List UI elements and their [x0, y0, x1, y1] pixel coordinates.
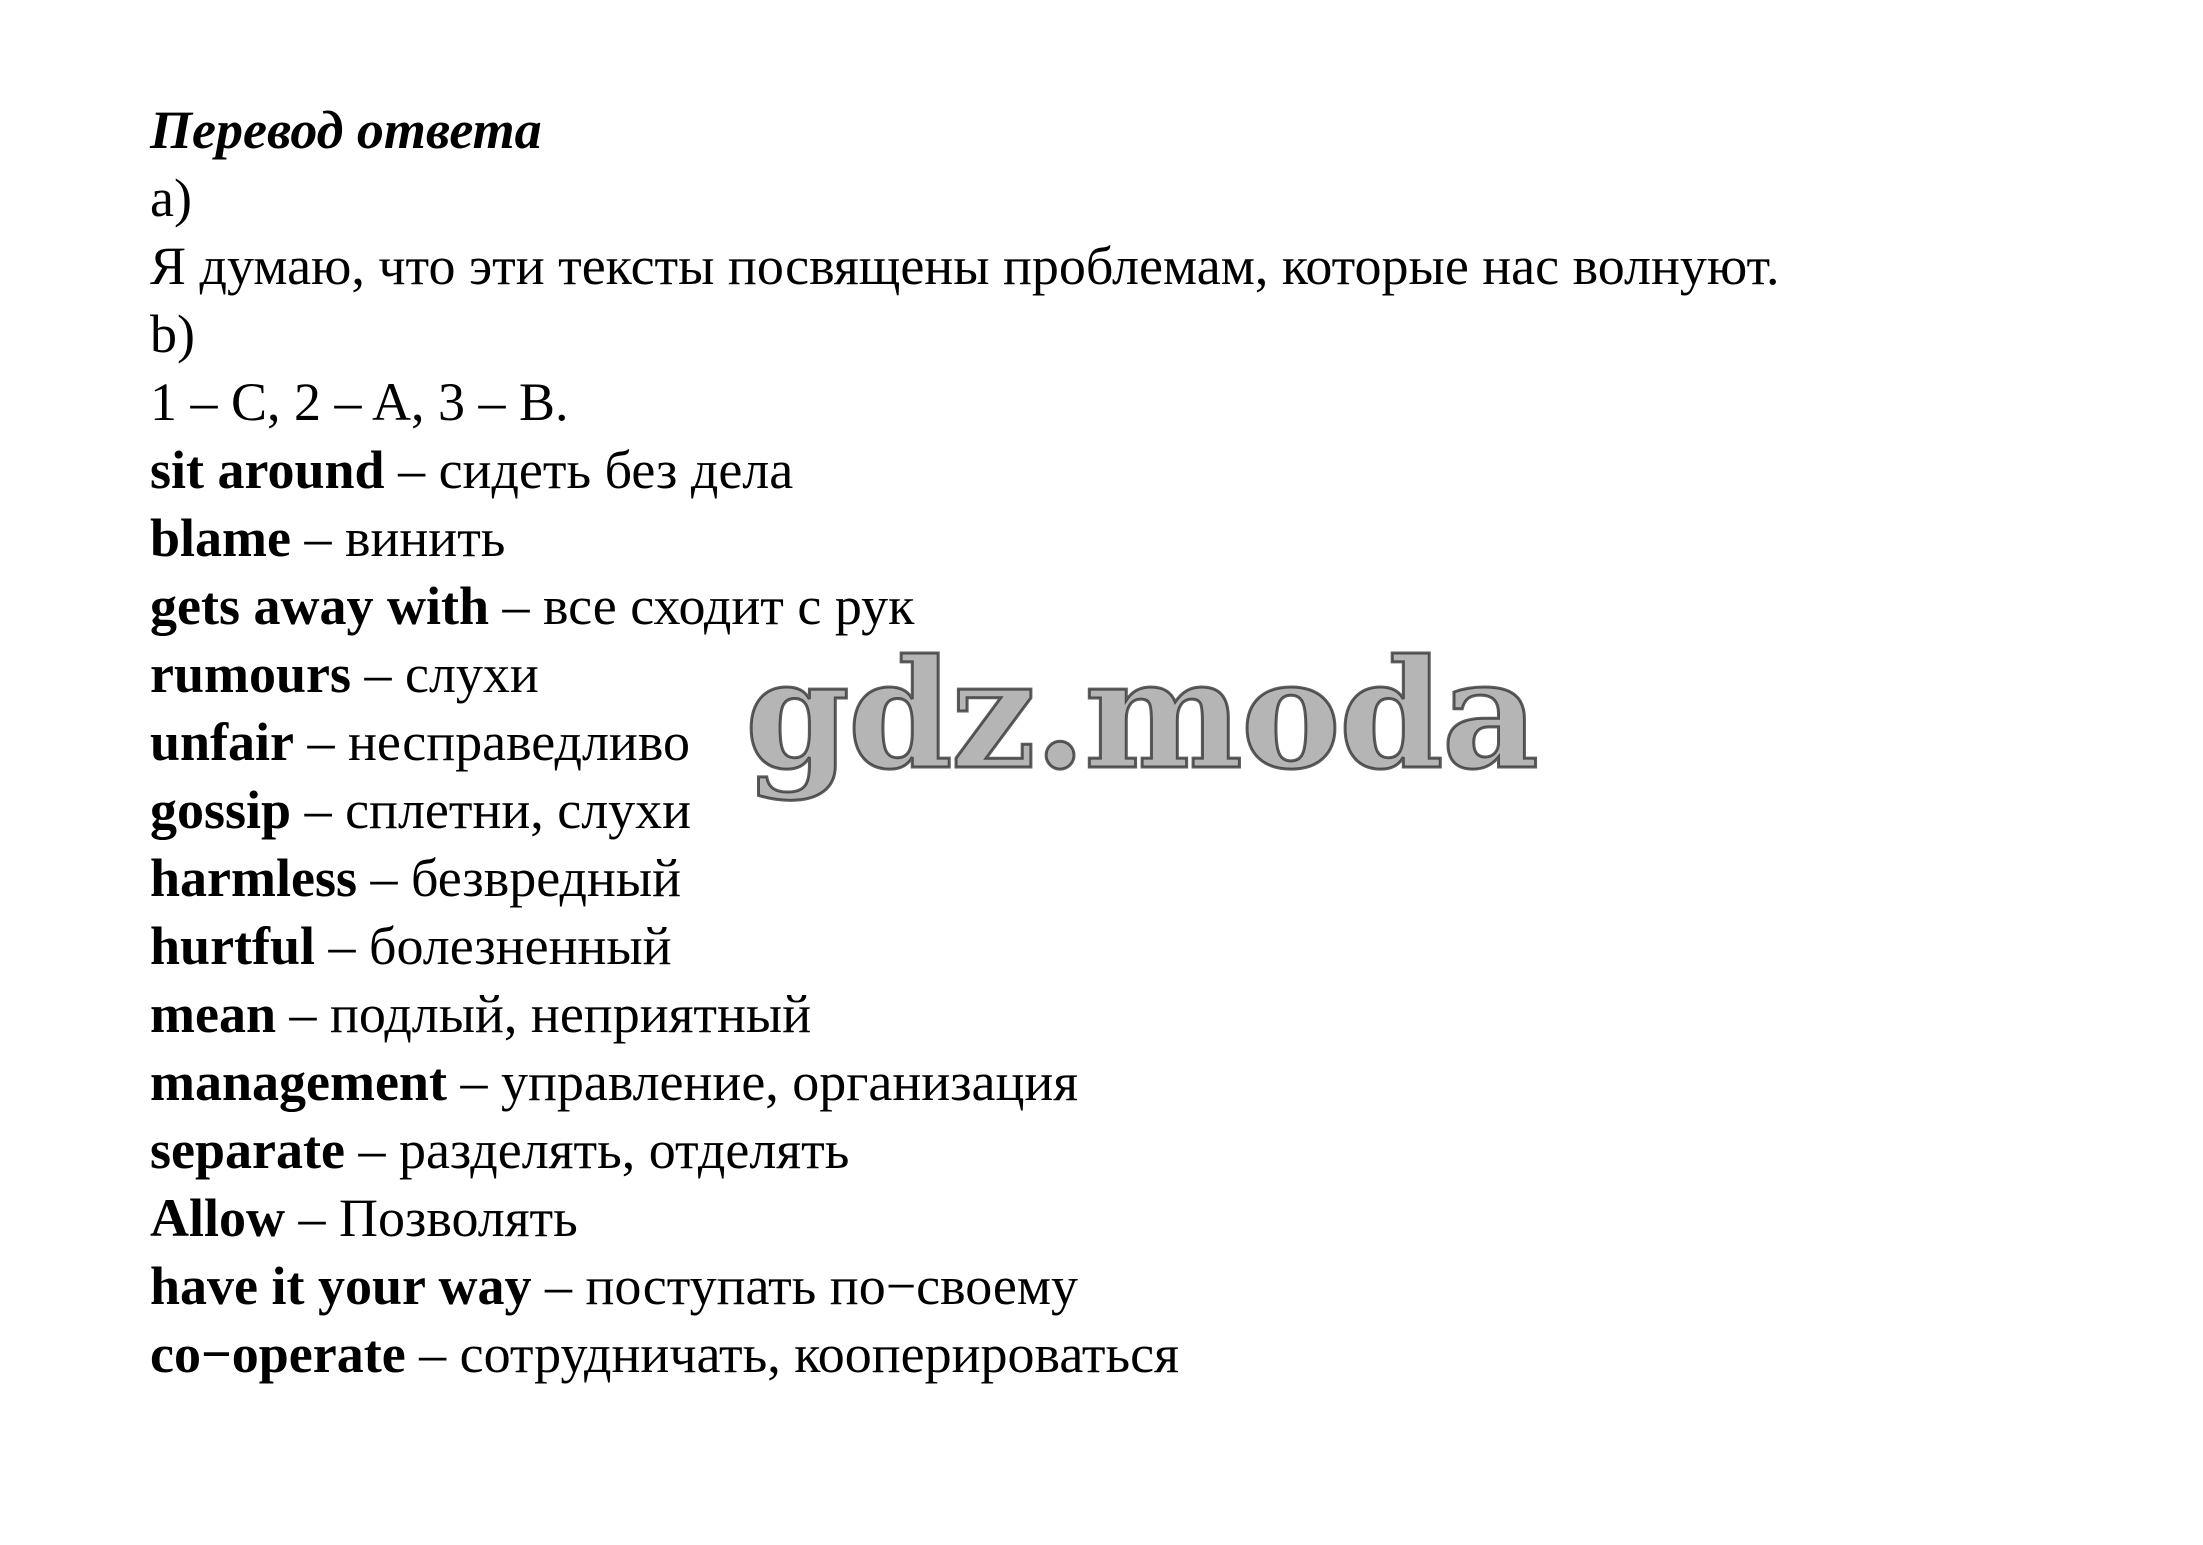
vocab-term: mean	[150, 984, 276, 1044]
vocab-translation: – винить	[291, 508, 506, 568]
watermark-logo: gdz.moda	[745, 627, 1538, 803]
part-b-label: b)	[150, 304, 195, 364]
vocab-term: rumours	[150, 644, 351, 704]
vocab-term: blame	[150, 508, 291, 568]
vocab-row	[150, 844, 2100, 912]
vocab-translation: – болезненный	[315, 916, 672, 976]
vocab-term: management	[150, 1052, 447, 1112]
vocab-translation: – сплетни, слухи	[291, 780, 692, 840]
vocab-row	[150, 1184, 2100, 1252]
vocab-term: gets away with	[150, 576, 489, 636]
vocab-row	[150, 912, 2100, 980]
vocab-term: hurtful	[150, 916, 316, 976]
vocab-translation: – безвредный	[356, 848, 682, 908]
vocab-translation: – подлый, неприятный	[275, 984, 812, 1044]
vocab-translation: – поступать по−своему	[531, 1256, 1079, 1316]
vocab-translation: – Позволять	[285, 1188, 578, 1248]
vocab-translation: – слухи	[351, 644, 539, 704]
vocab-translation: – сотрудничать, кооперироваться	[405, 1324, 1179, 1384]
vocab-term: Allow	[150, 1188, 285, 1248]
vocab-row	[150, 980, 2100, 1048]
vocab-row	[150, 1320, 2100, 1388]
vocab-translation: – все сходит с рук	[488, 576, 915, 636]
vocab-term: separate	[150, 1120, 345, 1180]
part-a-label: a)	[150, 168, 192, 228]
vocab-term: have it your way	[150, 1256, 532, 1316]
vocab-term: harmless	[150, 848, 357, 908]
vocab-row	[150, 1252, 2100, 1320]
document-heading: Перевод ответа	[150, 100, 542, 160]
vocab-row	[150, 504, 2100, 572]
part-b-answers: 1 – C, 2 – A, 3 – B.	[150, 372, 569, 432]
vocab-term: gossip	[150, 780, 292, 840]
vocab-row	[150, 1048, 2100, 1116]
vocab-translation: – сидеть без дела	[384, 440, 794, 500]
vocab-translation: – разделять, отделять	[344, 1120, 850, 1180]
vocab-translation: – управление, организация	[446, 1052, 1079, 1112]
vocab-term: co−operate	[150, 1324, 406, 1384]
part-a-text: Я думаю, что эти тексты посвящены проблемам, которые нас волнуют.	[150, 236, 1780, 296]
vocab-translation: – несправедливо	[294, 712, 690, 772]
vocab-term: unfair	[150, 712, 295, 772]
vocab-term: sit around	[150, 440, 385, 500]
vocab-row	[150, 436, 2100, 504]
vocab-row	[150, 1116, 2100, 1184]
